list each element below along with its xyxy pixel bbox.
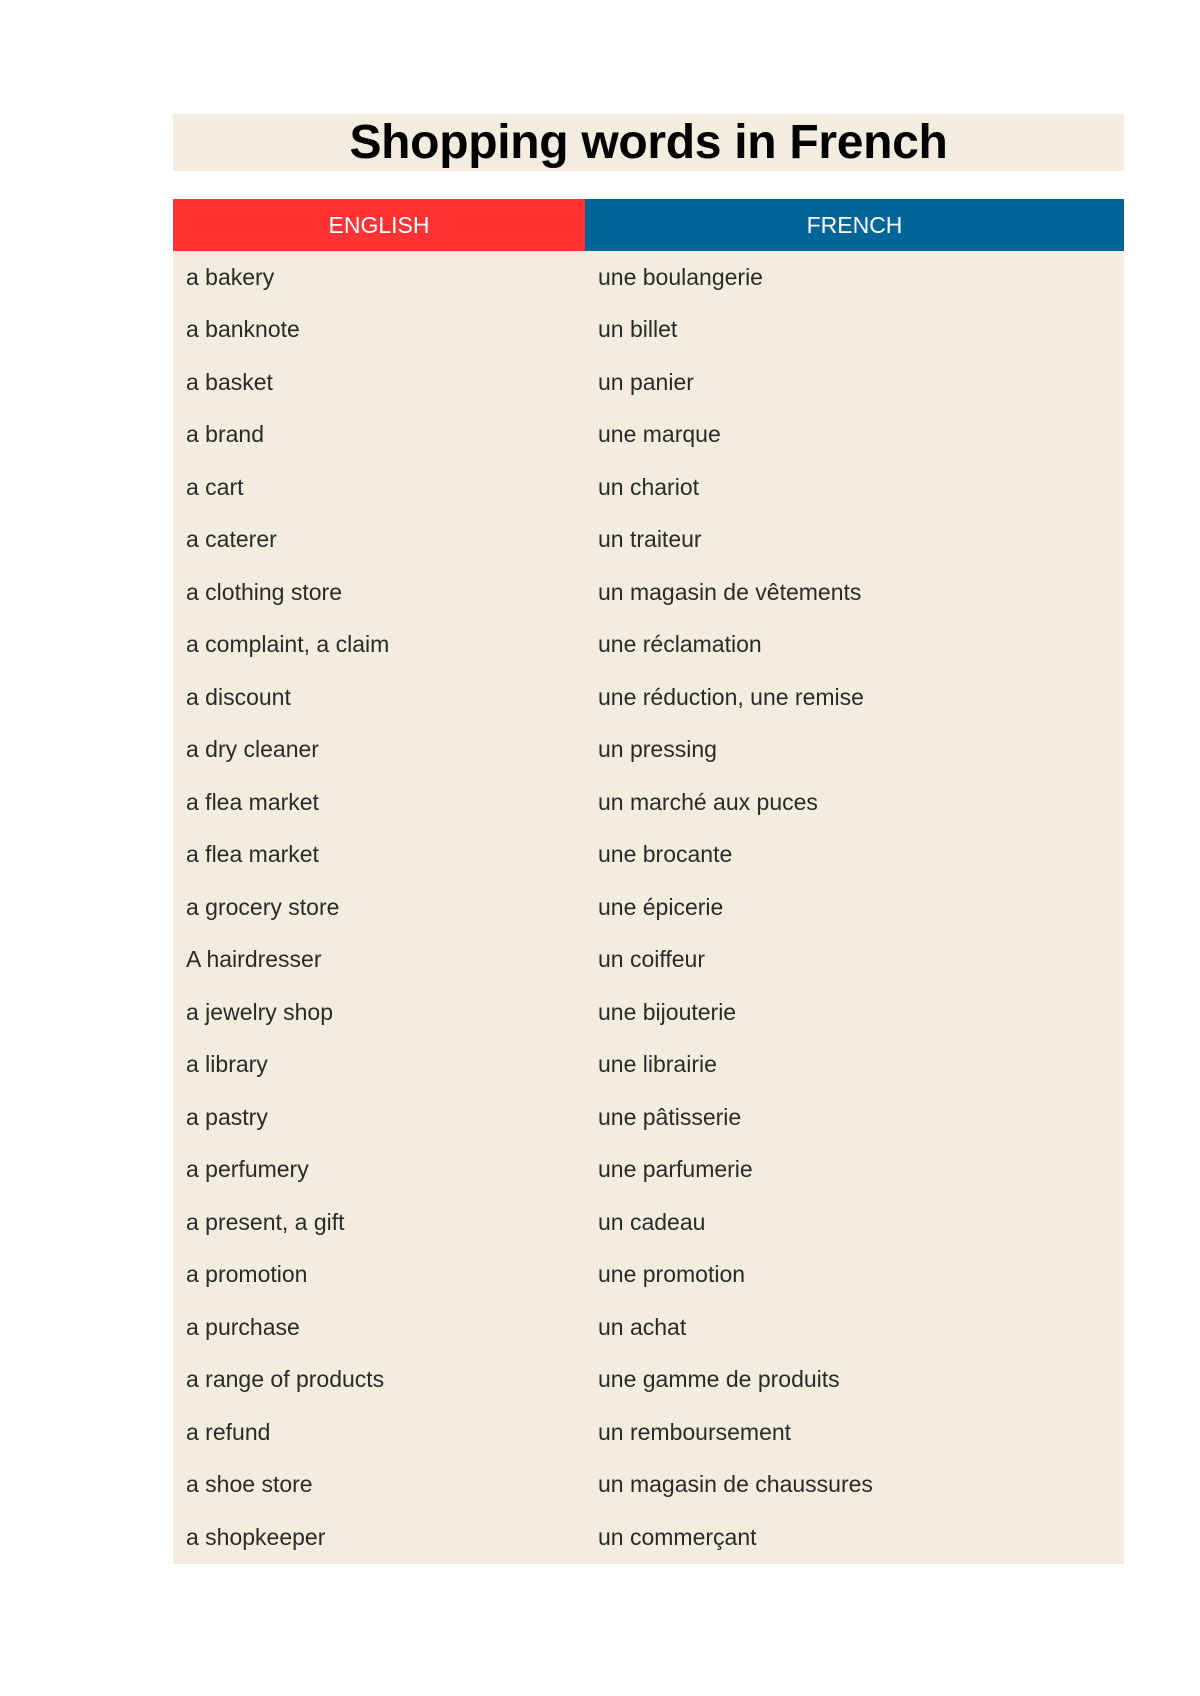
english-term: a basket (186, 368, 273, 395)
table-row (173, 514, 1124, 567)
french-term: une gamme de produits (598, 1366, 840, 1393)
table-row (173, 671, 1124, 724)
table-row (173, 1249, 1124, 1302)
english-term: a flea market (186, 841, 319, 868)
french-term: un panier (598, 368, 694, 395)
french-term: un marché aux puces (598, 788, 818, 815)
english-term: a promotion (186, 1261, 308, 1288)
french-term: un pressing (598, 736, 717, 763)
table-row (173, 881, 1124, 934)
english-term: a cart (186, 473, 244, 500)
english-term: a perfumery (186, 1156, 309, 1183)
french-term: une réclamation (598, 631, 762, 658)
french-term: une bijouterie (598, 998, 737, 1025)
table-row (173, 1301, 1124, 1354)
table-row (173, 356, 1124, 409)
english-term: a brand (186, 421, 265, 448)
french-term: un billet (598, 316, 678, 343)
table-row (173, 566, 1124, 619)
table-header-row (173, 199, 1124, 251)
french-term: un traiteur (598, 526, 702, 553)
table-row (173, 829, 1124, 882)
table-row (173, 934, 1124, 987)
table-row (173, 619, 1124, 672)
french-term: une boulangerie (598, 263, 763, 290)
english-term: a refund (186, 1418, 271, 1445)
french-term: un magasin de vêtements (598, 578, 862, 605)
table-row (173, 1354, 1124, 1407)
english-term: a jewelry shop (186, 998, 334, 1025)
french-term: un achat (598, 1313, 687, 1340)
english-term: a clothing store (186, 578, 342, 605)
english-term: a banknote (186, 316, 300, 343)
table-row (173, 1039, 1124, 1092)
french-term: une brocante (598, 841, 733, 868)
table-row (173, 1406, 1124, 1459)
table-row (173, 1091, 1124, 1144)
english-term: a pastry (186, 1103, 268, 1130)
french-term: une épicerie (598, 893, 724, 920)
column-header-french: FRENCH (585, 199, 1124, 251)
table-row (173, 1196, 1124, 1249)
english-term: a discount (186, 683, 291, 710)
english-term: a purchase (186, 1313, 300, 1340)
french-term: une librairie (598, 1051, 717, 1078)
table-row (173, 986, 1124, 1039)
french-term: une parfumerie (598, 1156, 753, 1183)
english-term: a library (186, 1051, 268, 1078)
french-term: un chariot (598, 473, 700, 500)
french-term: un magasin de chaussures (598, 1471, 873, 1498)
table-row (173, 1511, 1124, 1564)
french-term: un cadeau (598, 1208, 706, 1235)
english-term: a flea market (186, 788, 319, 815)
table-row (173, 724, 1124, 777)
english-term: a grocery store (186, 893, 340, 920)
french-term: une promotion (598, 1261, 746, 1288)
french-term: un remboursement (598, 1418, 792, 1445)
french-term: un commerçant (598, 1523, 757, 1550)
french-term: une réduction, une remise (598, 683, 864, 710)
table-row (173, 461, 1124, 514)
table-row (173, 1144, 1124, 1197)
column-header-english: ENGLISH (173, 199, 585, 251)
french-term: une marque (598, 421, 721, 448)
english-term: a caterer (186, 526, 277, 553)
english-term: a dry cleaner (186, 736, 319, 763)
english-term: a complaint, a claim (186, 631, 390, 658)
english-term: A hairdresser (186, 946, 322, 973)
english-term: a bakery (186, 263, 275, 290)
table-body (173, 251, 1124, 1564)
title-band (173, 114, 1124, 171)
page-title: Shopping words in French (349, 116, 948, 169)
table-row (173, 304, 1124, 357)
table-row (173, 776, 1124, 829)
french-term: une pâtisserie (598, 1103, 742, 1130)
french-term: un coiffeur (598, 946, 705, 973)
english-term: a range of products (186, 1366, 385, 1393)
english-term: a shoe store (186, 1471, 313, 1498)
table-row (173, 1459, 1124, 1512)
vocabulary-sheet (173, 114, 1124, 1564)
table-row (173, 251, 1124, 304)
english-term: a present, a gift (186, 1208, 345, 1235)
english-term: a shopkeeper (186, 1523, 326, 1550)
table-row (173, 409, 1124, 462)
vocabulary-table (173, 199, 1124, 1564)
